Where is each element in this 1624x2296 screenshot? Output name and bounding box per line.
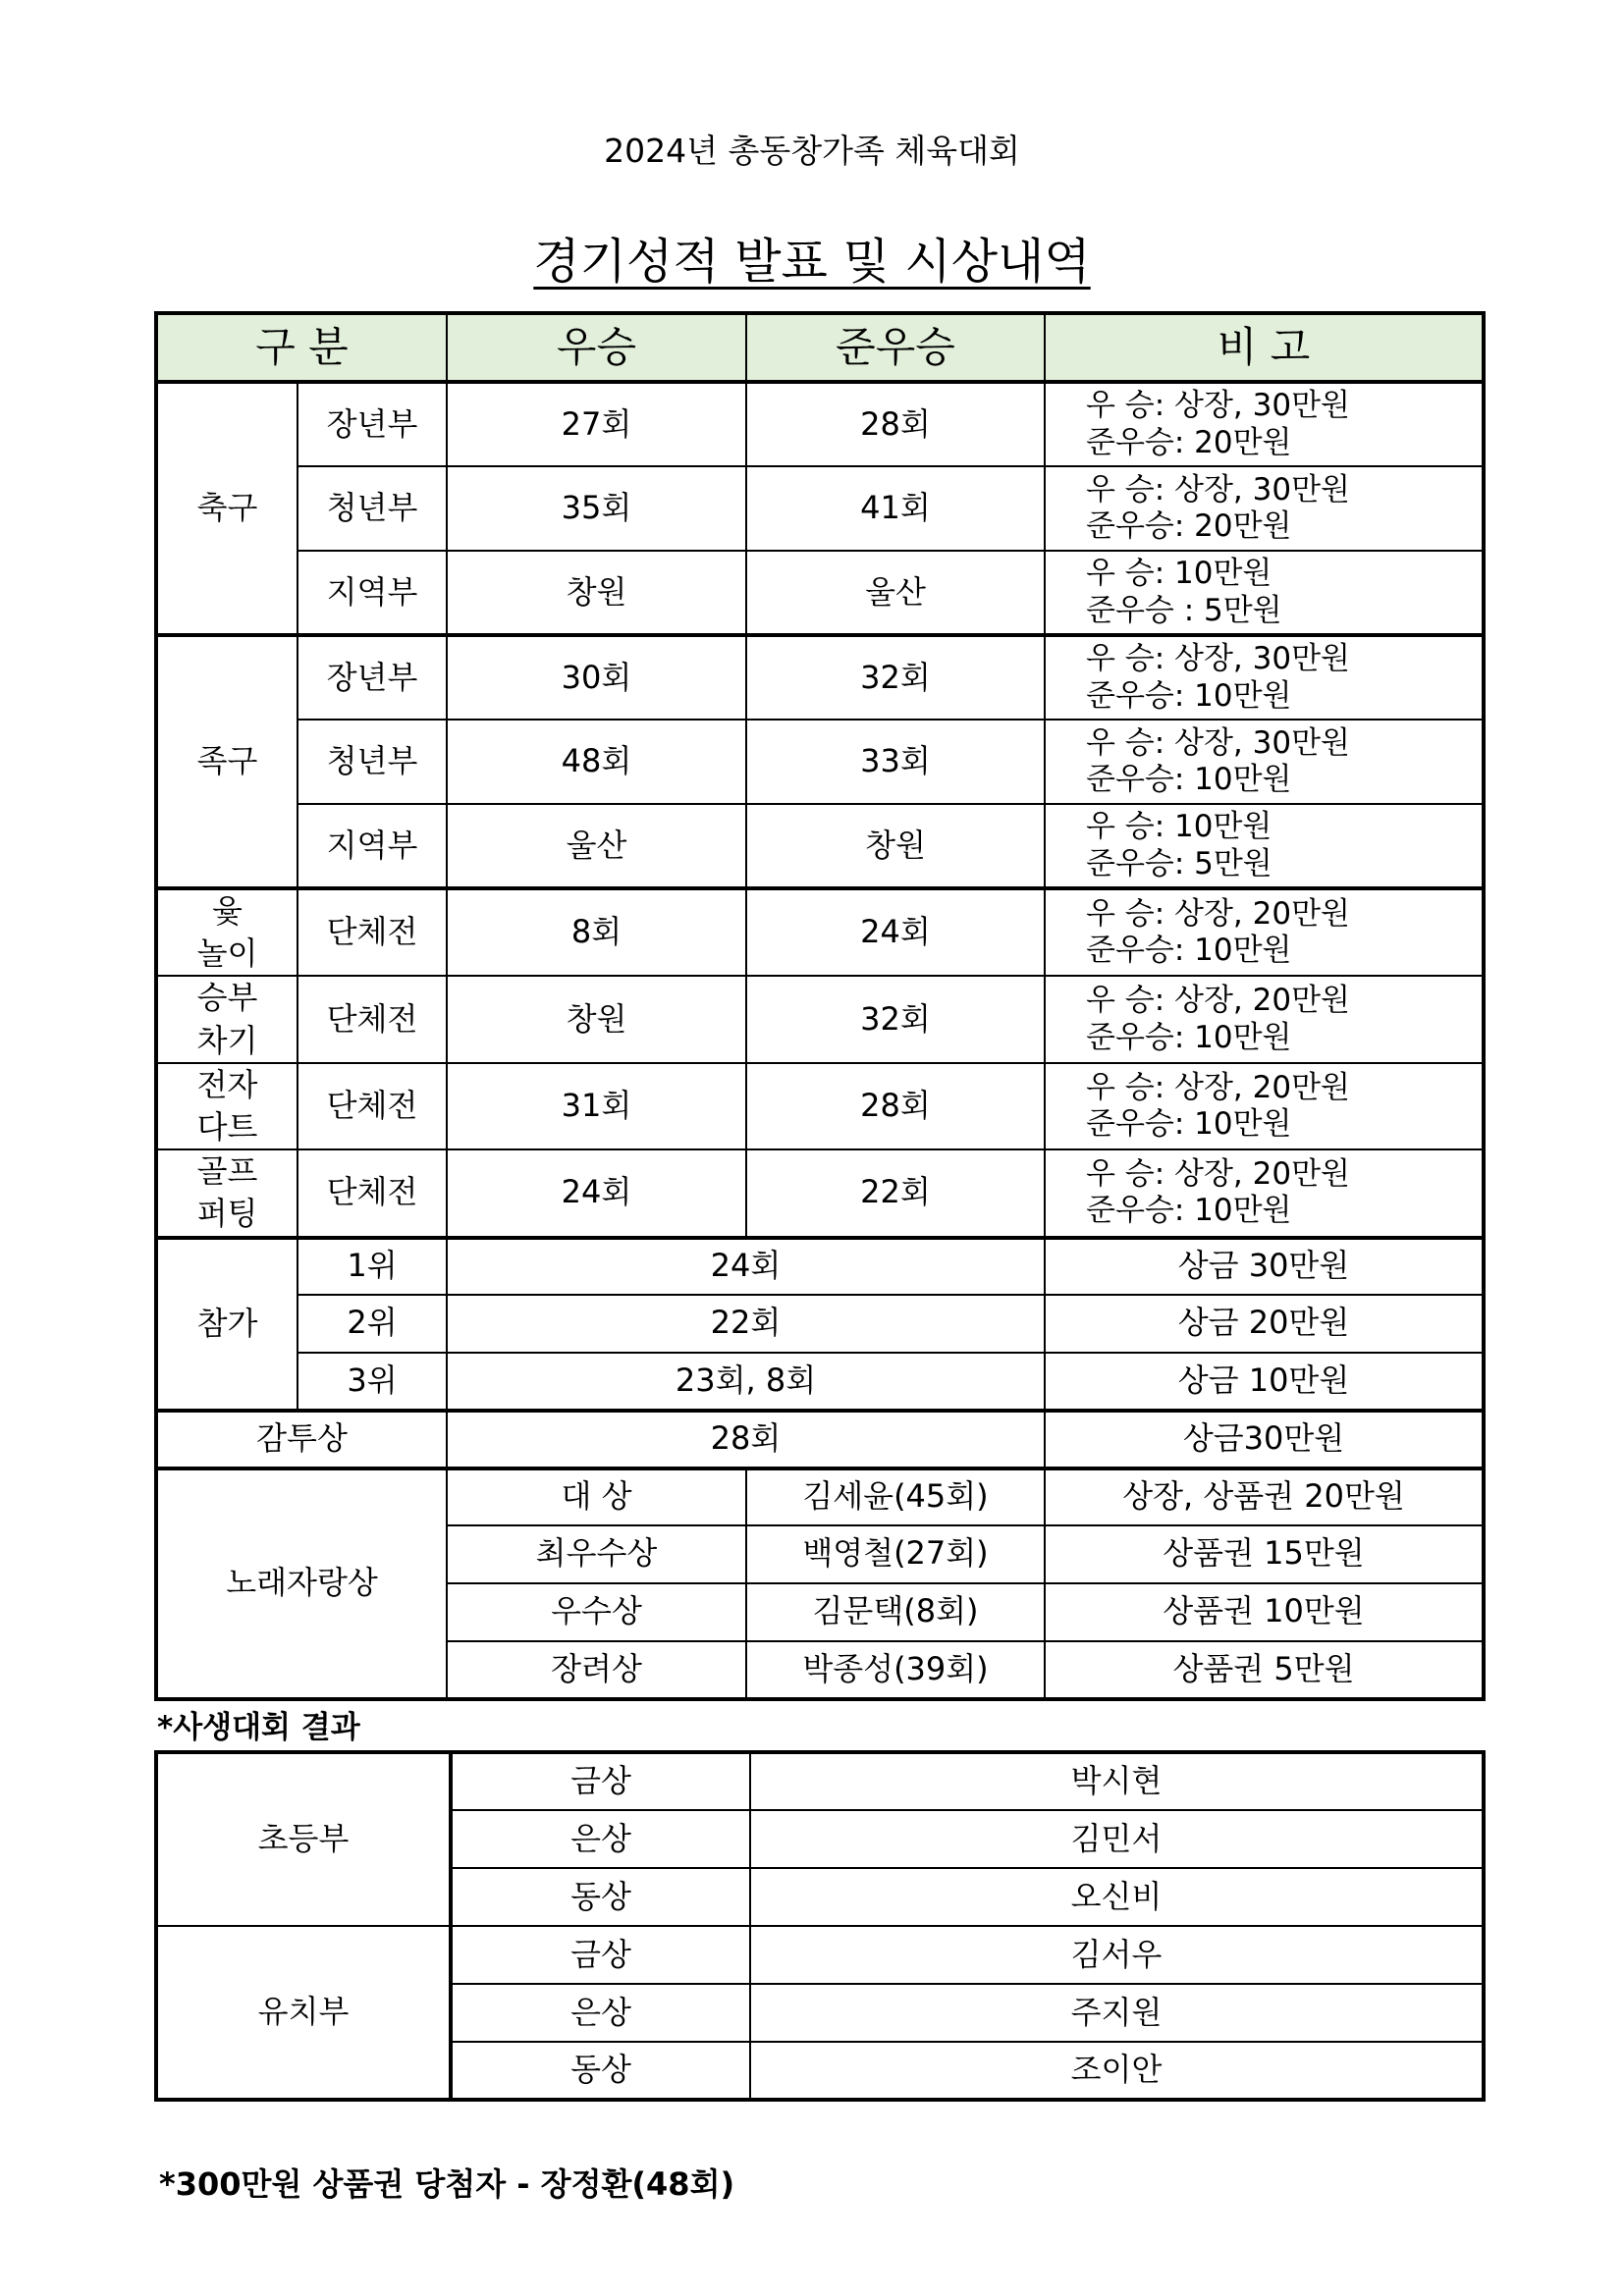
category-line: 놀이 <box>196 934 258 973</box>
table-row <box>156 720 1484 804</box>
runner-up-cell: 24회 <box>746 888 1045 976</box>
lottery-winner-note: *300만원 상품권 당첨자 - 장정환(48회) <box>159 2165 735 2203</box>
award-cell: 은상 <box>451 1984 750 2042</box>
table-row <box>156 804 1484 888</box>
event-subtitle: 2024년 총동창가족 체육대회 <box>604 132 1020 170</box>
remark-line: 우 승: 상장, 20만원 <box>1086 1069 1350 1105</box>
remark-line: 준우승: 10만원 <box>1086 677 1292 714</box>
category-cell: 축구 <box>156 382 298 635</box>
table-row <box>156 1238 1484 1295</box>
remark-line: 우 승: 10만원 <box>1086 556 1272 592</box>
category-cell: 족구 <box>156 635 298 888</box>
winner-cell: 8회 <box>447 888 746 976</box>
award-cell: 최우수상 <box>447 1525 746 1583</box>
team-cell: 28회 <box>447 1411 1045 1468</box>
division-cell: 단체전 <box>298 1149 447 1237</box>
table-row <box>156 551 1484 635</box>
winner-name-cell: 김문택(8회) <box>746 1583 1045 1641</box>
drawing-contest-table <box>154 1750 1486 2102</box>
remark-line: 준우승: 10만원 <box>1086 1193 1292 1229</box>
table-row <box>156 976 1484 1062</box>
runner-up-cell: 33회 <box>746 720 1045 804</box>
prize-cell: 상품권 10만원 <box>1045 1583 1484 1641</box>
winner-name-cell: 조이안 <box>750 2042 1484 2100</box>
winner-cell: 24회 <box>447 1149 746 1237</box>
table-row <box>156 466 1484 551</box>
winner-name-cell: 김서우 <box>750 1926 1484 1984</box>
table-row <box>156 382 1484 466</box>
winner-cell: 27회 <box>447 382 746 466</box>
category-line: 차기 <box>196 1021 258 1059</box>
winner-name-cell: 박종성(39회) <box>746 1641 1045 1699</box>
table-row <box>156 1063 1484 1149</box>
remark-line: 준우승 : 5만원 <box>1086 592 1282 628</box>
remarks-cell <box>1045 804 1484 888</box>
category-cell <box>156 888 298 976</box>
division-cell: 지역부 <box>298 551 447 635</box>
winner-name-cell: 박시현 <box>750 1752 1484 1810</box>
remarks-cell <box>1045 551 1484 635</box>
category-line: 전자 <box>196 1065 258 1103</box>
runner-up-cell: 28회 <box>746 382 1045 466</box>
table-row <box>156 1353 1484 1411</box>
division-cell: 장년부 <box>298 635 447 720</box>
drawing-contest-label: *사생대회 결과 <box>157 1710 360 1745</box>
team-cell: 24회 <box>447 1238 1045 1295</box>
table-row <box>156 1295 1484 1353</box>
remarks-cell <box>1045 382 1484 466</box>
remarks-cell <box>1045 888 1484 976</box>
award-cell: 금상 <box>451 1926 750 1984</box>
remark-line: 준우승: 20만원 <box>1086 508 1292 544</box>
remark-line: 우 승: 10만원 <box>1086 809 1272 845</box>
runner-up-cell: 41회 <box>746 466 1045 551</box>
table-row <box>156 1411 1484 1468</box>
category-line: 승부 <box>196 979 258 1017</box>
table-row <box>156 888 1484 976</box>
category-line: 윷 <box>212 892 243 930</box>
category-line: 퍼팅 <box>196 1195 258 1233</box>
remark-line: 준우승: 10만원 <box>1086 1019 1292 1055</box>
award-cell: 금상 <box>451 1752 750 1810</box>
prize-cell: 상금 20만원 <box>1045 1295 1484 1353</box>
table-row <box>156 1926 1484 1984</box>
division-cell: 지역부 <box>298 804 447 888</box>
prize-cell: 상금 30만원 <box>1045 1238 1484 1295</box>
header-remarks: 비 고 <box>1045 313 1484 382</box>
winner-cell: 창원 <box>447 976 746 1062</box>
remark-line: 우 승: 상장, 30만원 <box>1086 724 1350 761</box>
winner-name-cell: 오신비 <box>750 1868 1484 1926</box>
category-cell: 초등부 <box>156 1752 451 1926</box>
division-cell: 장년부 <box>298 382 447 466</box>
runner-up-cell: 28회 <box>746 1063 1045 1149</box>
table-header-row <box>156 313 1484 382</box>
prize-cell: 상품권 5만원 <box>1045 1641 1484 1699</box>
award-cell: 우수상 <box>447 1583 746 1641</box>
runner-up-cell: 창원 <box>746 804 1045 888</box>
category-cell: 노래자랑상 <box>156 1468 447 1699</box>
team-cell: 22회 <box>447 1295 1045 1353</box>
remark-line: 우 승: 상장, 20만원 <box>1086 1156 1350 1193</box>
category-line: 골프 <box>196 1152 258 1191</box>
winner-name-cell: 주지원 <box>750 1984 1484 2042</box>
remark-line: 우 승: 상장, 30만원 <box>1086 641 1350 677</box>
winner-name-cell: 백영철(27회) <box>746 1525 1045 1583</box>
category-cell: 참가 <box>156 1238 298 1411</box>
winner-cell: 31회 <box>447 1063 746 1149</box>
remarks-cell <box>1045 635 1484 720</box>
prize-cell: 상품권 15만원 <box>1045 1525 1484 1583</box>
winner-cell: 48회 <box>447 720 746 804</box>
table-row <box>156 1149 1484 1237</box>
runner-up-cell: 22회 <box>746 1149 1045 1237</box>
category-cell <box>156 1063 298 1149</box>
remarks-cell <box>1045 1149 1484 1237</box>
award-cell: 동상 <box>451 2042 750 2100</box>
runner-up-cell: 32회 <box>746 976 1045 1062</box>
winner-name-cell: 김세윤(45회) <box>746 1468 1045 1525</box>
prize-cell: 상금 10만원 <box>1045 1353 1484 1411</box>
category-cell <box>156 976 298 1062</box>
remarks-cell <box>1045 976 1484 1062</box>
division-cell: 단체전 <box>298 1063 447 1149</box>
winner-cell: 창원 <box>447 551 746 635</box>
remark-line: 준우승: 20만원 <box>1086 424 1292 460</box>
remarks-cell <box>1045 720 1484 804</box>
remark-line: 우 승: 상장, 20만원 <box>1086 983 1350 1019</box>
team-cell: 23회, 8회 <box>447 1353 1045 1411</box>
remark-line: 준우승: 10만원 <box>1086 1105 1292 1142</box>
prize-cell: 상장, 상품권 20만원 <box>1045 1468 1484 1525</box>
remark-line: 준우승: 10만원 <box>1086 933 1292 969</box>
award-cell: 대 상 <box>447 1468 746 1525</box>
prize-cell: 상금30만원 <box>1045 1411 1484 1468</box>
remark-line: 우 승: 상장, 30만원 <box>1086 388 1350 424</box>
table-row <box>156 1752 1484 1810</box>
remarks-cell <box>1045 1063 1484 1149</box>
results-table <box>154 311 1486 1701</box>
award-cell: 장려상 <box>447 1641 746 1699</box>
rank-cell: 2위 <box>298 1295 447 1353</box>
rank-cell: 3위 <box>298 1353 447 1411</box>
category-cell: 유치부 <box>156 1926 451 2100</box>
division-cell: 청년부 <box>298 720 447 804</box>
runner-up-cell: 32회 <box>746 635 1045 720</box>
winner-name-cell: 김민서 <box>750 1810 1484 1868</box>
winner-cell: 30회 <box>447 635 746 720</box>
division-cell: 단체전 <box>298 976 447 1062</box>
category-line: 다트 <box>196 1107 258 1146</box>
rank-cell: 1위 <box>298 1238 447 1295</box>
runner-up-cell: 울산 <box>746 551 1045 635</box>
category-cell <box>156 1149 298 1237</box>
table-row <box>156 1468 1484 1525</box>
award-cell: 은상 <box>451 1810 750 1868</box>
remark-line: 준우승: 10만원 <box>1086 762 1292 797</box>
header-category: 구 분 <box>156 313 447 382</box>
remark-line: 준우승: 5만원 <box>1086 845 1272 881</box>
category-cell: 감투상 <box>156 1411 447 1468</box>
remark-line: 우 승: 상장, 20만원 <box>1086 896 1350 932</box>
winner-cell: 울산 <box>447 804 746 888</box>
award-cell: 동상 <box>451 1868 750 1926</box>
division-cell: 청년부 <box>298 466 447 551</box>
header-runner-up: 준우승 <box>746 313 1045 382</box>
remark-line: 우 승: 상장, 30만원 <box>1086 471 1350 507</box>
table-row <box>156 635 1484 720</box>
division-cell: 단체전 <box>298 888 447 976</box>
header-winner: 우승 <box>447 313 746 382</box>
winner-cell: 35회 <box>447 466 746 551</box>
remarks-cell <box>1045 466 1484 551</box>
page-title-text: 경기성적 발표 및 시상내역 <box>533 234 1091 290</box>
page-title <box>0 224 1624 293</box>
